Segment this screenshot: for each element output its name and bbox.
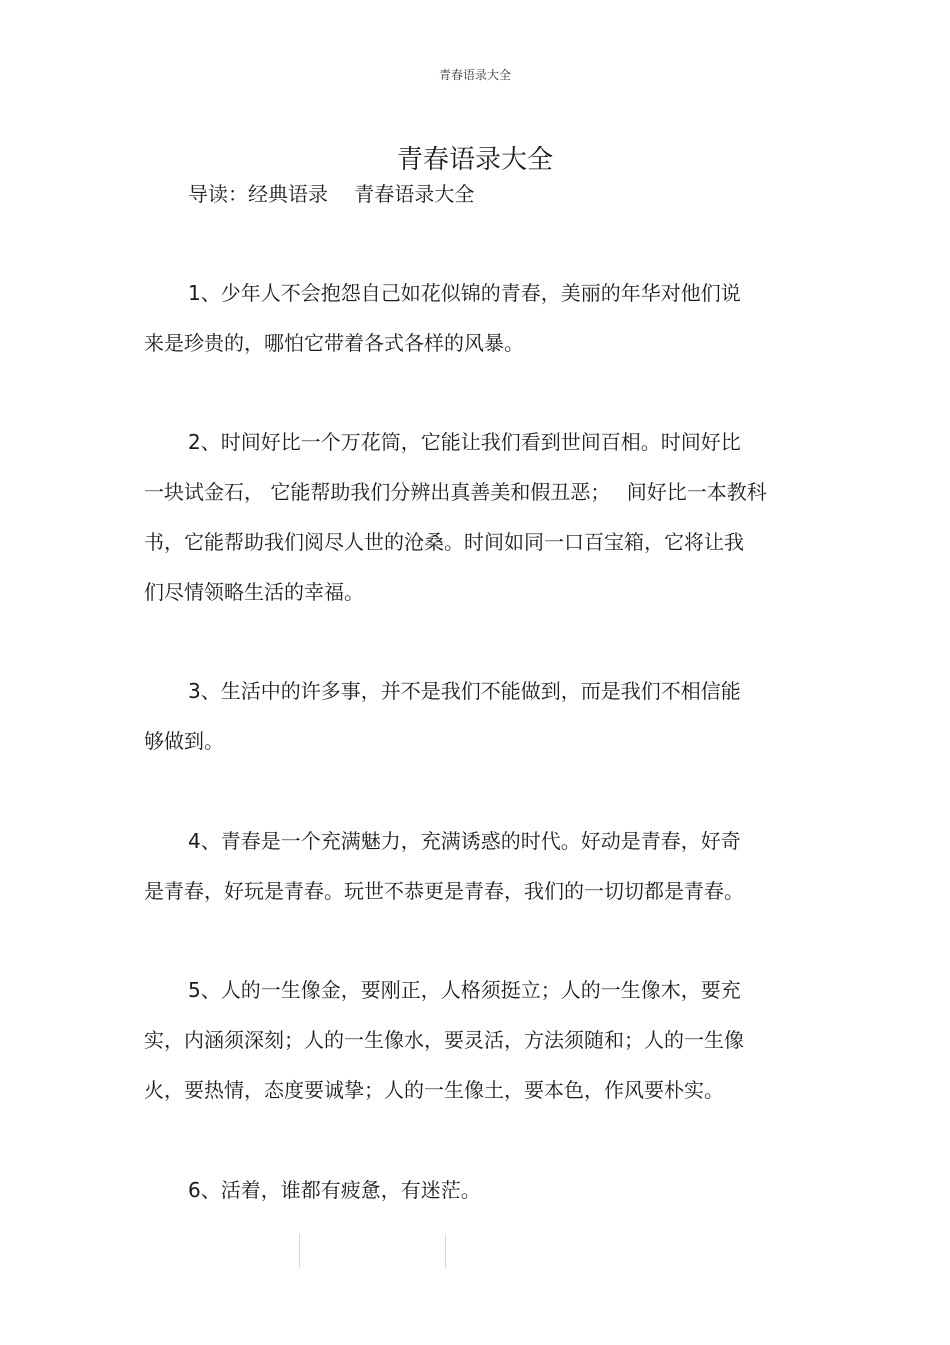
paragraph-line: 来是珍贵的，哪怕它带着各式各样的风暴。 — [144, 331, 524, 355]
paragraph-3 — [144, 666, 804, 766]
guide-line: 导读：经典语录 青春语录大全 — [188, 182, 475, 206]
page-break-marks — [0, 1234, 950, 1270]
paragraph-line: 们尽情领略生活的幸福。 — [144, 580, 364, 604]
divider — [299, 1234, 300, 1268]
paragraph-4 — [144, 816, 804, 916]
paragraph-line: 6、活着，谁都有疲惫，有迷茫。 — [188, 1178, 481, 1202]
paragraph-line: 够做到。 — [144, 729, 224, 753]
page-title: 青春语录大全 — [396, 145, 553, 176]
paragraph-6 — [144, 1165, 804, 1215]
paragraph-line: 是青春，好玩是青春。玩世不恭更是青春，我们的一切切都是青春。 — [144, 879, 744, 903]
paragraph-line: 1、少年人不会抱怨自己如花似锦的青春，美丽的年华对他们说 — [188, 281, 741, 305]
paragraph-1 — [144, 268, 804, 368]
page-header: 青春语录大全 — [438, 68, 511, 82]
paragraph-5 — [144, 965, 804, 1115]
divider — [445, 1234, 446, 1268]
paragraph-line: 4、青春是一个充满魅力，充满诱惑的时代。好动是青春，好奇 — [188, 829, 741, 853]
paragraph-line: 一块试金石， 它能帮助我们分辨出真善美和假丑恶； 间好比一本教科 — [144, 480, 767, 504]
paragraph-line: 3、生活中的许多事，并不是我们不能做到，而是我们不相信能 — [188, 679, 741, 703]
paragraph-line: 5、人的一生像金，要刚正，人格须挺立；人的一生像木，要充 — [188, 978, 741, 1002]
paragraph-line: 2、时间好比一个万花筒，它能让我们看到世间百相。时间好比 — [188, 430, 741, 454]
paragraph-line: 实，内涵须深刻；人的一生像水，要灵活，方法须随和；人的一生像 — [144, 1028, 744, 1052]
paragraph-line: 书，它能帮助我们阅尽人世的沧桑。时间如同一口百宝箱，它将让我 — [144, 530, 744, 554]
paragraph-line: 火，要热情，态度要诚挚；人的一生像土，要本色，作风要朴实。 — [144, 1078, 724, 1102]
paragraph-2 — [144, 417, 804, 617]
